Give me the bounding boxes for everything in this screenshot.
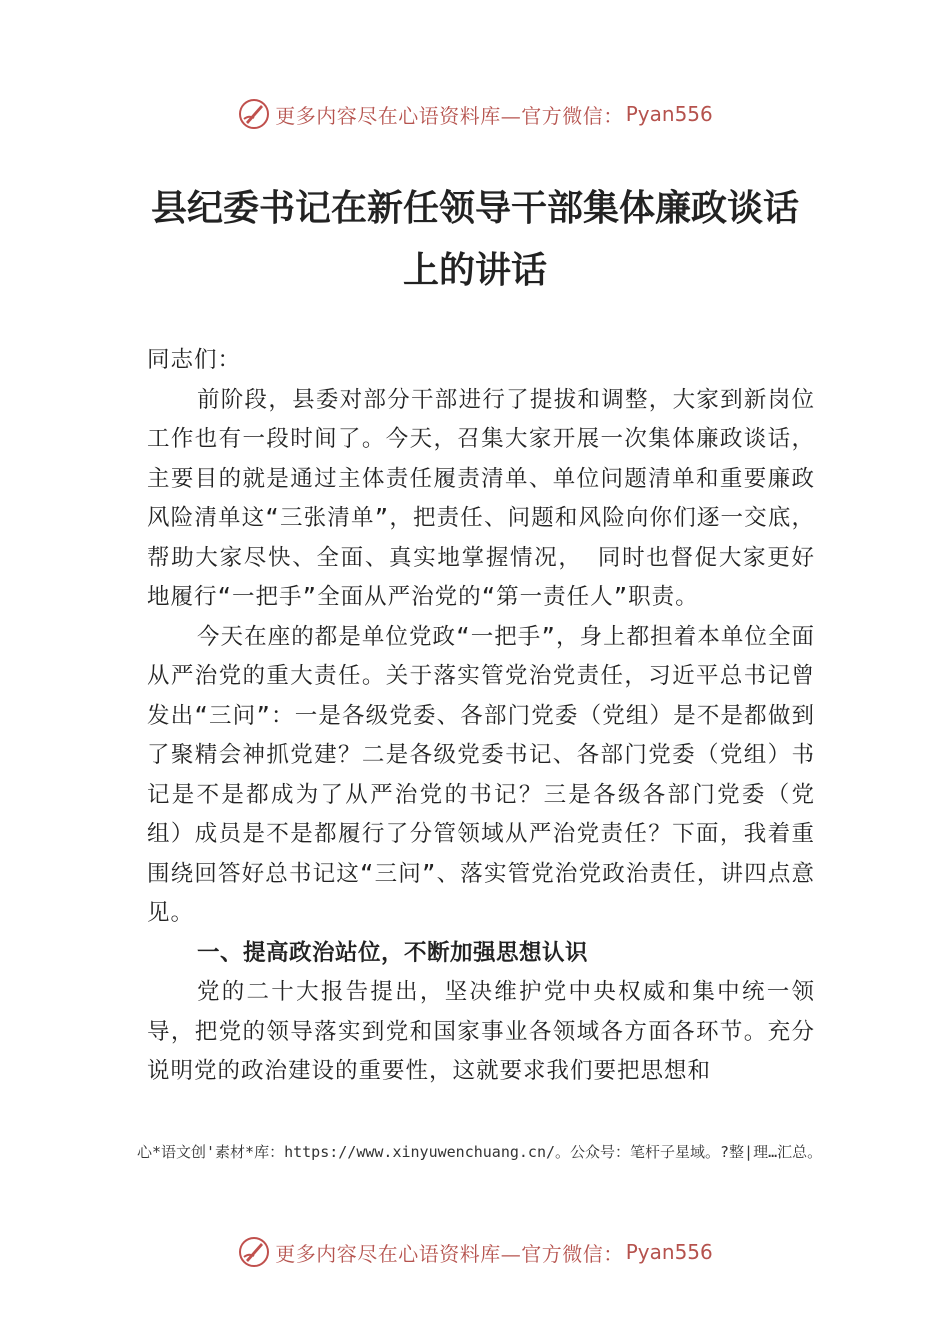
- banner-wechat-id: Pyan556: [625, 1240, 713, 1264]
- section-heading: 一、提高政治站位，不断加强思想认识: [197, 939, 589, 966]
- source-footnote: 心*语文创'素材*库：https://www.xinyuwenchuang.cn/。公众号：笔杆子星域。?整|理…汇总。: [137, 1143, 823, 1161]
- paragraph: 今天在座的都是单位党政“一把手”，身上都担着本单位全面从严治党的重大责任。关于落实管党治党责任，习近平总书记曾发出“三问”：一是各级党委、各部门党委（党组）是不是都做到了聚精会神抓党建？二是各级党委书记、各部门党委（党组）书记是不是都成为了从严治党的书记？三是各级各部门党委（党组）成员是不是都履行了分管领域从严治党责任？下面，我着重围绕回答好总书记这“三问”、落实管党治党政治责任，讲四点意见。: [147, 623, 815, 926]
- banner-wechat-id: Pyan556: [625, 102, 713, 126]
- footer-watermark-banner: [0, 1232, 950, 1272]
- banner-text: 更多内容尽在心语资料库—官方微信：: [275, 1241, 624, 1266]
- quill-logo-icon: [237, 97, 271, 131]
- quill-logo-icon: [237, 1235, 271, 1269]
- salutation: 同志们：: [147, 347, 242, 373]
- document-title-line-2: 上的讲话: [402, 249, 547, 291]
- document-body: [147, 341, 815, 1092]
- paragraph: 前阶段，县委对部分干部进行了提拔和调整，大家到新岗位工作也有一段时间了。今天，召集大家开展一次集体廉政谈话，主要目的就是通过主体责任履责清单、单位问题清单和重要廉政风险清单这“三张清单”，把责任、问题和风险向你们逐一交底，帮助大家尽快、全面、真实地掌握情况， 同时也督促大家更好地履行“一把手”全面从严治党的“第一责任人”职责。: [147, 386, 815, 610]
- paragraph: 党的二十大报告提出，坚决维护党中央权威和集中统一领导，把党的领导落实到党和国家事业各领域各方面各环节。充分说明党的政治建设的重要性，这就要求我们要把思想和: [147, 979, 815, 1084]
- header-watermark-banner: [0, 94, 950, 134]
- banner-text: 更多内容尽在心语资料库—官方微信：: [275, 103, 624, 128]
- document-title-line-1: 县纪委书记在新任领导干部集体廉政谈话: [150, 187, 799, 229]
